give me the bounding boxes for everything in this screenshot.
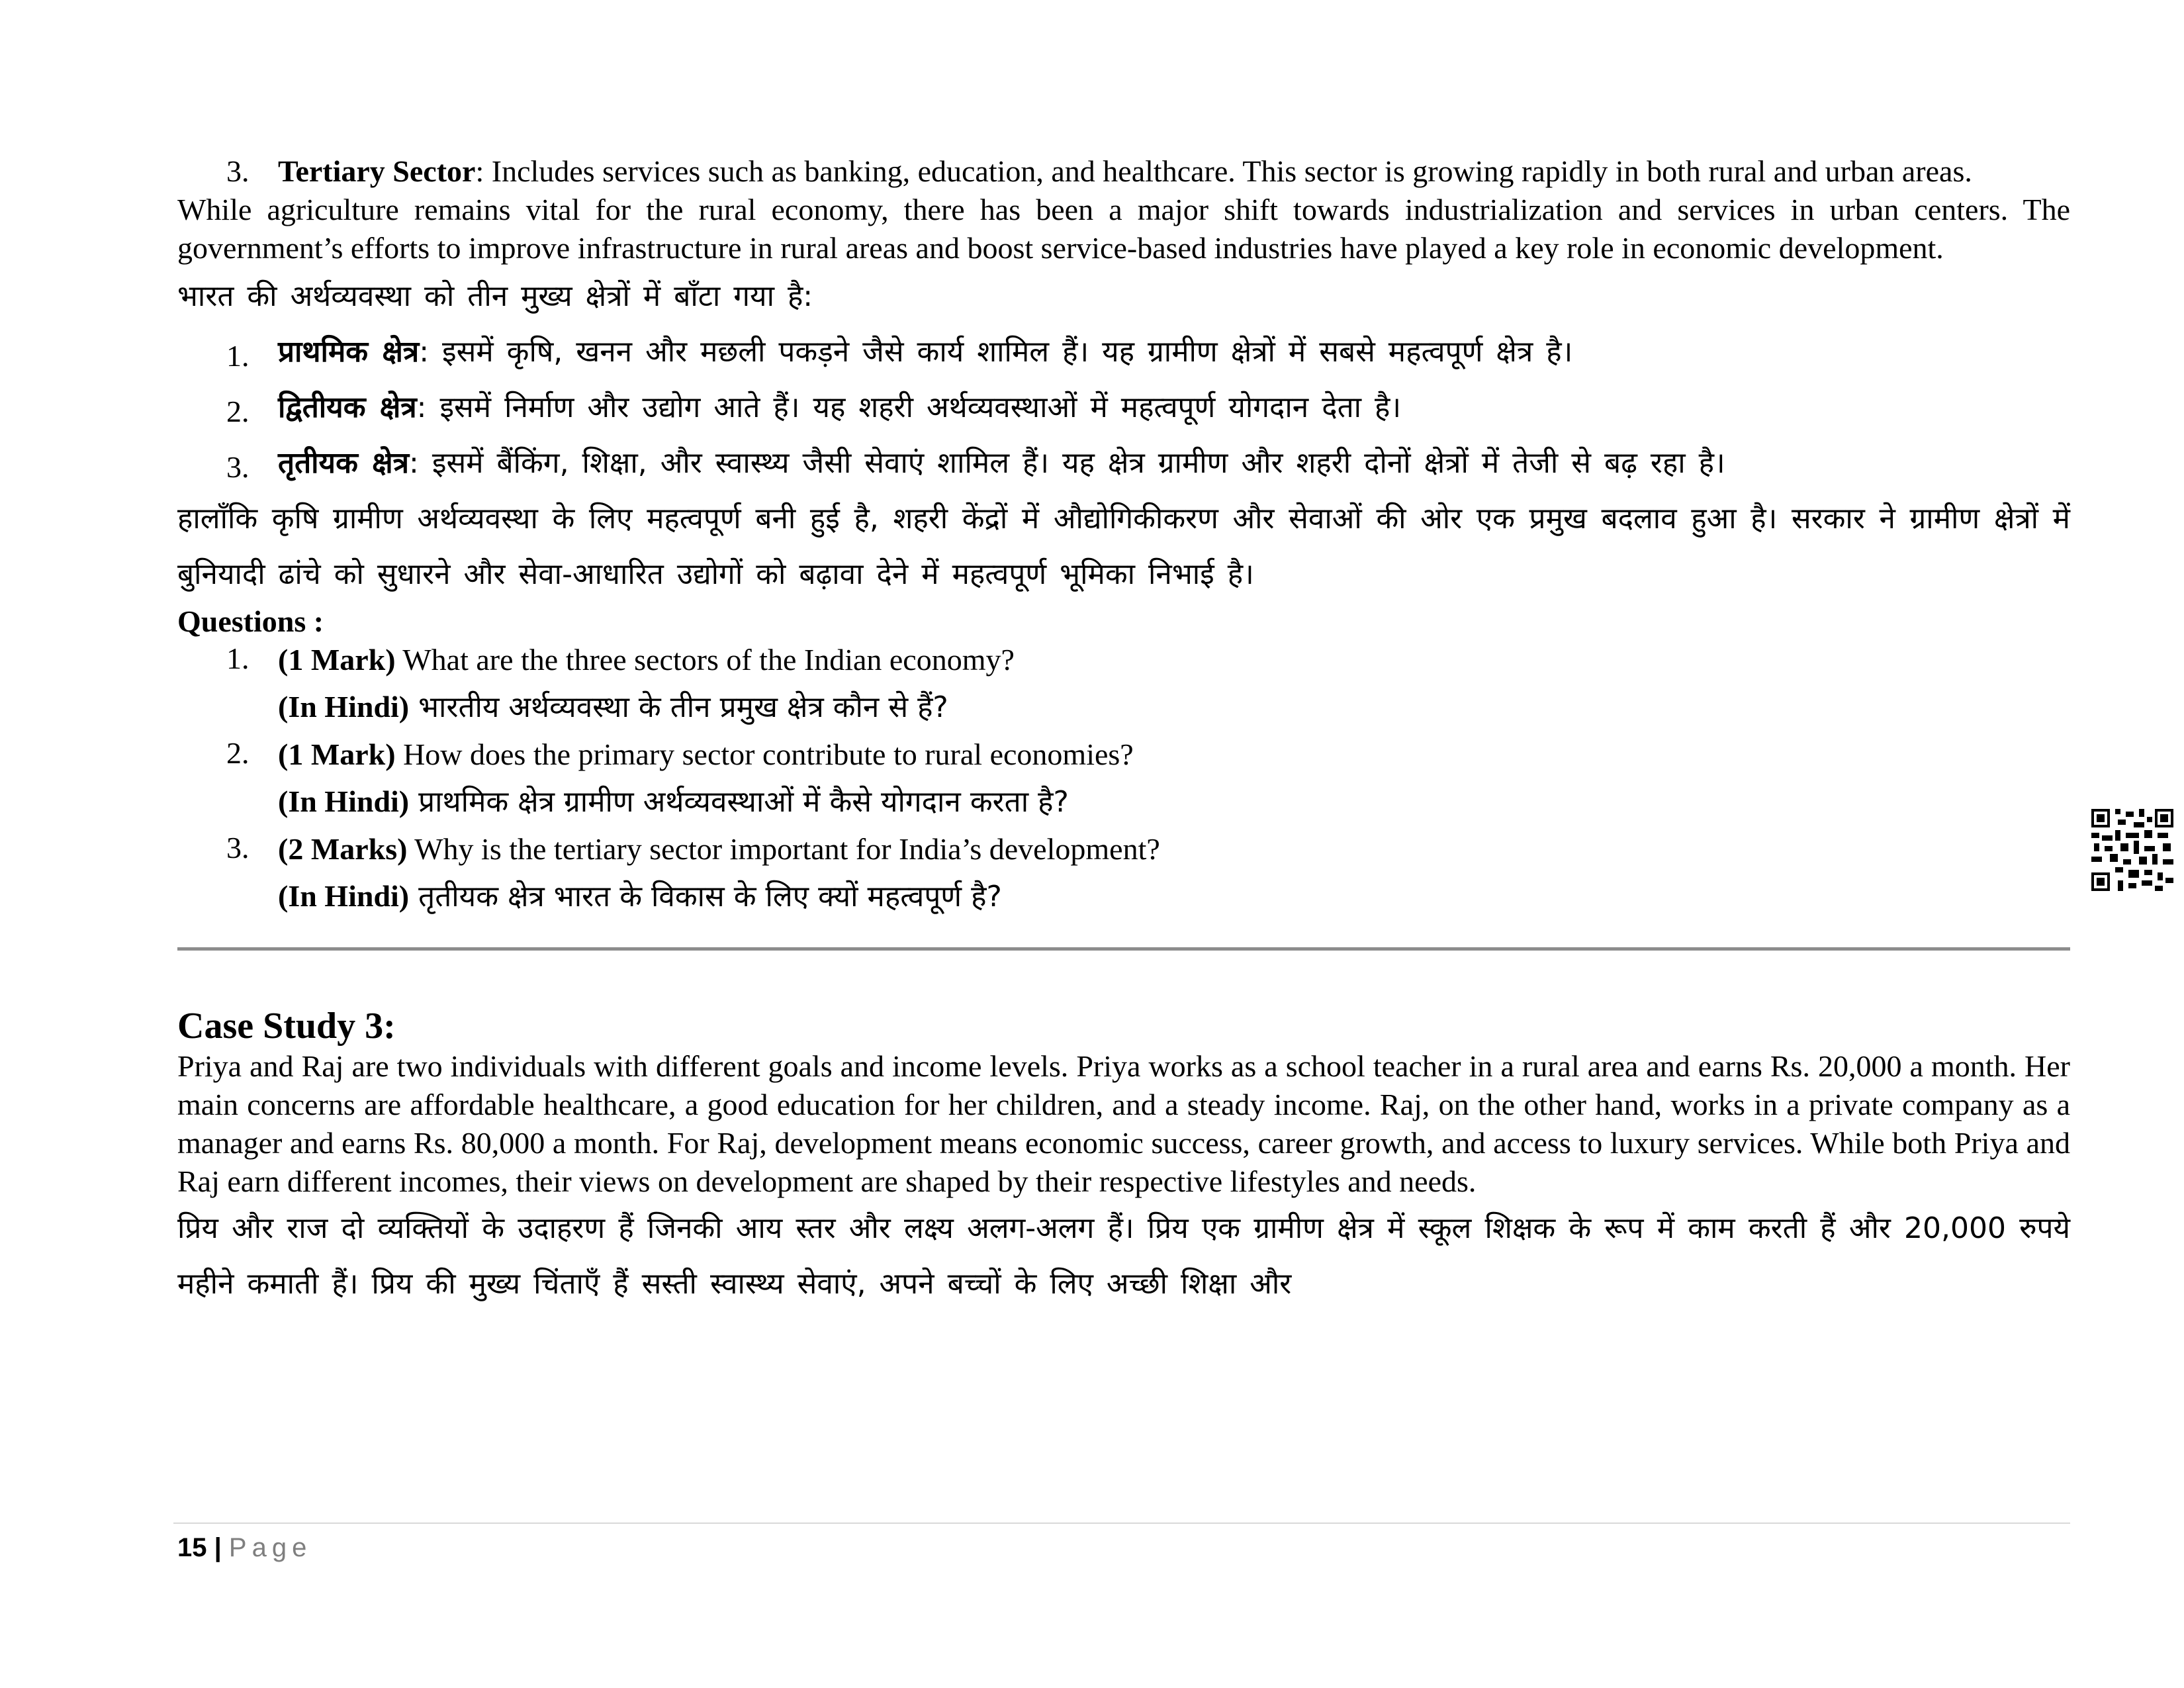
document-page [177, 152, 2070, 1312]
case-study-hindi: प्रिय और राज दो व्यक्तियों के उदाहरण हैं जिनकी आय स्तर और लक्ष्य अलग-अलग हैं। प्रिय एक ग्रामीण क्षेत्र में स्कूल शिक्षक के रूप में काम करती हैं और 20,000 रुपये महीने कमाती हैं। प्रिय की मुख्य चिंताएँ हैं सस्ती स्वास्थ्य सेवाएं, अपने बच्चों के लिए अच्छी शिक्षा और [177, 1211, 2070, 1301]
item-text: : Includes services such as banking, education, and healthcare. This sector is growing rapidly in both rural and urban areas. [475, 154, 1972, 188]
paragraph-hindi: हालाँकि कृषि ग्रामीण अर्थव्यवस्था के लिए महत्वपूर्ण बनी हुई है, शहरी केंद्रों में औद्योगिकीकरण और सेवाओं की ओर एक प्रमुख बदलाव हुआ है। सरकार ने ग्रामीण क्षेत्रों में बुनियादी ढांचे को सुधारने और सेवा-आधारित उद्योगों को बढ़ावा देने में महत्वपूर्ण भूमिका निभाई है। [177, 502, 2070, 591]
hindi-sector-list [177, 324, 2070, 491]
questions-heading: Questions : [177, 604, 324, 638]
question-text: What are the three sectors of the Indian economy? [395, 643, 1015, 677]
question-list [177, 641, 2070, 925]
item-text: : इसमें कृषि, खनन और मछली पकड़ने जैसे कार्य शामिल हैं। यह ग्रामीण क्षेत्रों में सबसे महत्वपूर्ण क्षेत्र है। [419, 335, 1573, 369]
list-item-tertiary-en [177, 152, 2070, 191]
question-text-hi: तृतीयक क्षेत्र भारत के विकास के लिए क्यों महत्वपूर्ण है? [409, 880, 1002, 914]
hindi-intro: भारत की अर्थव्यवस्था को तीन मुख्य क्षेत्रों में बाँटा गया है: [177, 279, 813, 313]
question-english [278, 830, 2070, 868]
list-item-hindi [177, 380, 2070, 436]
list-number: 3. [226, 154, 250, 188]
page-footer [177, 1530, 312, 1565]
question-english [278, 641, 2070, 679]
question-number: 3. [226, 831, 250, 865]
footer-separator: | [206, 1533, 229, 1562]
mark-label: (2 Marks) [278, 832, 408, 866]
english-sector-list [177, 152, 2070, 191]
question-text: How does the primary sector contribute to rural economies? [395, 737, 1134, 771]
case-study-title: Case Study 3: [177, 1006, 396, 1047]
case-study-english: Priya and Raj are two individuals with different goals and income levels. Priya works as a school teacher in a rural area and earns Rs. 20,000 a month. Her main concerns are affordable healthcare, a good education for her children, and a steady income. Raj, on the other hand, works in a private company as a manager and earns Rs. 80,000 a month. For Raj, development means economic success, career growth, and access to luxury services. While both Priya and Raj earn different incomes, their views on development are shaped by their respective lifestyles and needs. [177, 1049, 2070, 1198]
item-text: : इसमें बैंकिंग, शिक्षा, और स्वास्थ्य जैसी सेवाएं शामिल हैं। यह क्षेत्र ग्रामीण और शहरी दोनों क्षेत्रों में तेजी से बढ़ रहा है। [409, 446, 1725, 480]
question-item [177, 641, 2070, 735]
qr-code-icon [2091, 809, 2173, 891]
question-number: 1. [226, 641, 250, 675]
item-text: : इसमें निर्माण और उद्योग आते हैं। यह शहरी अर्थव्यवस्थाओं में महत्वपूर्ण योगदान देता है। [416, 391, 1402, 424]
term-secondary-sector-hi: द्वितीयक क्षेत्र [278, 391, 417, 424]
term-primary-sector-hi: प्राथमिक क्षेत्र [278, 335, 420, 369]
list-number: 3. [226, 450, 250, 484]
paragraph-english: While agriculture remains vital for the rural economy, there has been a major shift towards industrialization and services in urban centers. The government’s efforts to improve infrastructure in rural areas and boost service-based industries have played a key role in economic development. [177, 193, 2070, 265]
question-english [278, 735, 2070, 774]
question-item [177, 735, 2070, 830]
list-number: 1. [226, 339, 250, 373]
term-tertiary-sector-hi: तृतीयक क्षेत्र [278, 446, 410, 480]
footer-rule [173, 1523, 2070, 1524]
in-hindi-label: (In Hindi) [278, 690, 410, 724]
page-word: Page [228, 1533, 312, 1562]
list-item-hindi [177, 436, 2070, 491]
mark-label: (1 Mark) [278, 643, 396, 677]
term-tertiary-sector: Tertiary Sector [278, 154, 476, 188]
question-number: 2. [226, 736, 250, 770]
list-number: 2. [226, 395, 250, 428]
question-text-hi: प्राथमिक क्षेत्र ग्रामीण अर्थव्यवस्थाओं में कैसे योगदान करता है? [409, 785, 1069, 819]
page-number: 15 [177, 1533, 207, 1562]
question-text-hi: भारतीय अर्थव्यवस्था के तीन प्रमुख क्षेत्र कौन से हैं? [409, 690, 948, 724]
list-item-hindi [177, 324, 2070, 380]
question-hindi [278, 868, 2070, 925]
section-divider [177, 947, 2070, 951]
in-hindi-label: (In Hindi) [278, 879, 410, 913]
question-text: Why is the tertiary sector important for India’s development? [407, 832, 1160, 866]
question-hindi [278, 774, 2070, 830]
question-hindi [278, 679, 2070, 735]
in-hindi-label: (In Hindi) [278, 784, 410, 818]
question-item [177, 830, 2070, 925]
mark-label: (1 Mark) [278, 737, 396, 771]
